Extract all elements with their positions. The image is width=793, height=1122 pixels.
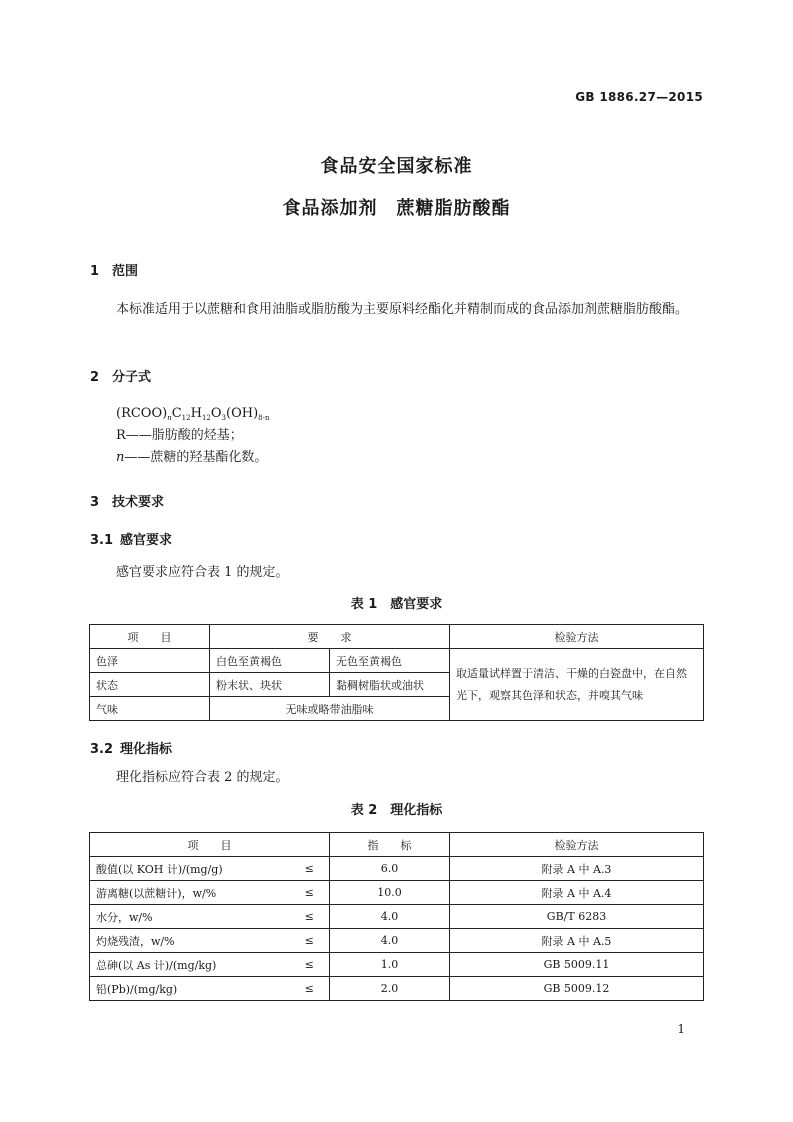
row-operator: ≤ [290,929,330,953]
section-number: 1 [90,264,100,279]
row-value-a: 粉末状、块状 [210,673,330,697]
table-row [90,649,704,673]
table-1-caption: 表 1 感官要求 [350,597,443,612]
row-method: GB 5009.11 [450,953,704,977]
formula-sub: 8-n [258,414,270,422]
row-item: 色泽 [90,649,210,673]
row-value: 1.0 [330,953,450,977]
row-operator: ≤ [290,977,330,1001]
formula-sub: 12 [201,414,211,422]
header-method: 检验方法 [450,625,704,649]
row-value: 4.0 [330,905,450,929]
table-row [90,977,704,1001]
row-operator: ≤ [290,905,330,929]
row-value-b: 无色至黄褐色 [330,649,450,673]
row-item: 总砷(以 As 计)/(mg/kg) [90,953,290,977]
row-item: 铅(Pb)/(mg/kg) [90,977,290,1001]
section-3-2-paragraph: 理化指标应符合表 2 的规定。 [116,770,289,785]
definition-symbol: R [116,428,126,443]
molecular-formula [116,404,269,428]
row-operator: ≤ [290,881,330,905]
table-header-row [90,625,704,649]
formula-sub: n [167,414,172,422]
formula-part: (RCOO) [116,406,168,421]
section-title: 理化指标 [120,742,173,757]
section-3-1-paragraph: 感官要求应符合表 1 的规定。 [116,565,289,580]
header-index: 指 标 [330,833,450,857]
row-method: 附录 A 中 A.5 [450,929,704,953]
row-operator: ≤ [290,857,330,881]
definition-text: ——脂肪酸的烃基； [125,428,243,443]
section-2-heading [90,366,151,385]
table-row [90,857,704,881]
table-row [90,953,704,977]
definition-n [116,448,267,468]
page-number: 1 [677,1022,685,1036]
formula-part: H [190,406,202,421]
row-value-a: 白色至黄褐色 [210,649,330,673]
row-value: 2.0 [330,977,450,1001]
table-header-row [90,833,704,857]
row-item: 气味 [90,697,210,721]
definition-text: ——蔗糖的羟基酯化数。 [124,450,268,465]
row-value-b: 黏稠树脂状或油状 [330,673,450,697]
section-number: 3.1 [90,533,114,548]
header-method: 检验方法 [450,833,704,857]
formula-part: C [171,406,182,421]
section-1-paragraph: 本标准适用于以蔗糖和食用油脂或脂肪酸为主要原料经酯化并精制而成的食品添加剂蔗糖脂肪酸酯。 [116,302,689,317]
row-method: GB 5009.12 [450,977,704,1001]
definition-symbol: n [116,450,125,465]
row-value: 6.0 [330,857,450,881]
section-title: 分子式 [112,370,152,385]
table-row [90,929,704,953]
row-item: 状态 [90,673,210,697]
header-item: 项 目 [90,625,210,649]
row-item: 灼烧残渣，w/% [90,929,290,953]
section-number: 2 [90,370,100,385]
section-title: 感官要求 [120,533,173,548]
method-cell: 取适量试样置于清洁、干燥的白瓷盘中，在自然光下，观察其色泽和状态，并嗅其气味 [450,649,704,721]
section-number: 3 [90,495,100,510]
section-3-heading [90,491,164,510]
title-line-2: 食品添加剂 蔗糖脂肪酸酯 [282,198,511,219]
header-item: 项 目 [90,833,330,857]
section-3-2-heading [90,738,172,757]
section-1-heading [90,260,138,279]
row-item: 游离糖(以蔗糖计)，w/% [90,881,290,905]
formula-sub: 3 [221,414,226,422]
standard-code: GB 1886.27—2015 [575,90,703,104]
section-3-1-heading [90,529,172,548]
section-title: 范围 [112,264,139,279]
table-row [90,905,704,929]
formula-sub: 12 [181,414,191,422]
table-2-caption: 表 2 理化指标 [350,803,443,818]
row-method: GB/T 6283 [450,905,704,929]
row-item: 水分，w/% [90,905,290,929]
row-operator: ≤ [290,953,330,977]
row-value: 4.0 [330,929,450,953]
formula-part: O [210,406,222,421]
table-2-physicochemical [89,832,704,1001]
row-value-merged: 无味或略带油脂味 [210,697,450,721]
title-line-1: 食品安全国家标准 [320,156,473,177]
table-row [90,881,704,905]
row-item: 酸值(以 KOH 计)/(mg/g) [90,857,290,881]
section-number: 3.2 [90,742,114,757]
row-method: 附录 A 中 A.3 [450,857,704,881]
formula-part: (OH) [226,406,259,421]
row-method: 附录 A 中 A.4 [450,881,704,905]
table-1-sensory [89,624,704,721]
header-requirement: 要 求 [210,625,450,649]
row-value: 10.0 [330,881,450,905]
definition-r [116,426,243,446]
section-title: 技术要求 [112,495,165,510]
